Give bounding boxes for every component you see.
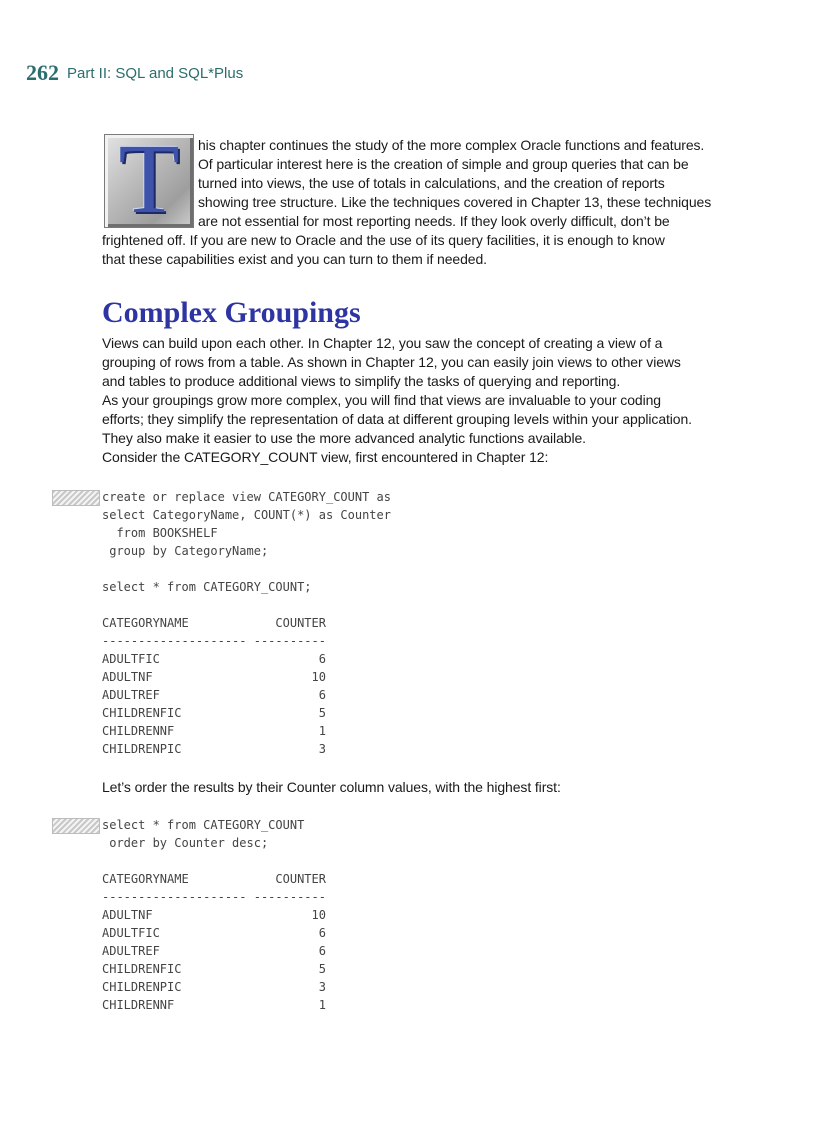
page-number: 262 [26,60,59,85]
code-block-order: select * from CATEGORY_COUNT order by Counter desc; CATEGORYNAME COUNTER -------------------- ---------- ADULTNF 10 ADULTFIC 6 ADULTREF 6 CHILDRENFIC 5 CHILDRENPIC 3 CHILDRENNF 1 [102,818,326,1012]
body-line: As your groupings grow more complex, you will find that views are invaluable to your coding [102,392,661,408]
intro-line: are not essential for most reporting needs. If they look overly difficult, don’t be [198,213,670,229]
section-heading: Complex Groupings [102,296,361,329]
code-marker-icon [52,818,100,834]
body-line: Consider the CATEGORY_COUNT view, first encountered in Chapter 12: [102,449,549,465]
body-line: Let’s order the results by their Counter column values, with the highest first: [102,779,561,795]
intro-line: frightened off. If you are new to Oracle and the use of its query facilities, it is enough to know [102,232,665,248]
intro-line: showing tree structure. Like the techniques covered in Chapter 13, these techniques [198,194,712,210]
intro-line: turned into views, the use of totals in calculations, and the creation of reports [198,175,665,191]
code-marker-icon [52,490,100,506]
dropcap-letter: T [118,123,180,234]
intro-line: that these capabilities exist and you can turn to them if needed. [102,251,487,267]
intro-line: his chapter continues the study of the more complex Oracle functions and features. [198,137,705,153]
intro-line: Of particular interest here is the creation of simple and group queries that can be [198,156,689,172]
part-title: Part II: SQL and SQL*Plus [67,65,244,82]
dropcap-graphic [104,123,194,234]
body-line: and tables to produce additional views to simplify the tasks of querying and reporting. [102,373,621,389]
body-line: They also make it easier to use the more advanced analytic functions available. [102,430,586,446]
body-line: efforts; they simplify the representation of data at different grouping levels within your application. [102,411,692,427]
body-line: Views can build upon each other. In Chapter 12, you saw the concept of creating a view of a [102,335,663,351]
code-block-view: create or replace view CATEGORY_COUNT as select CategoryName, COUNT(*) as Counter from BOOKSHELF group by CategoryName; select * from CATEGORY_COUNT; CATEGORYNAME COUNTER -------------------- ---------- ADULTFIC 6 ADULTNF 10 ADULTREF 6 CHILDRENFIC 5 CHILDRENNF 1 CHILDRENPIC 3 [102,490,391,756]
body-line: grouping of rows from a table. As shown in Chapter 12, you can easily join views to other views [102,354,681,370]
running-header [26,60,243,86]
